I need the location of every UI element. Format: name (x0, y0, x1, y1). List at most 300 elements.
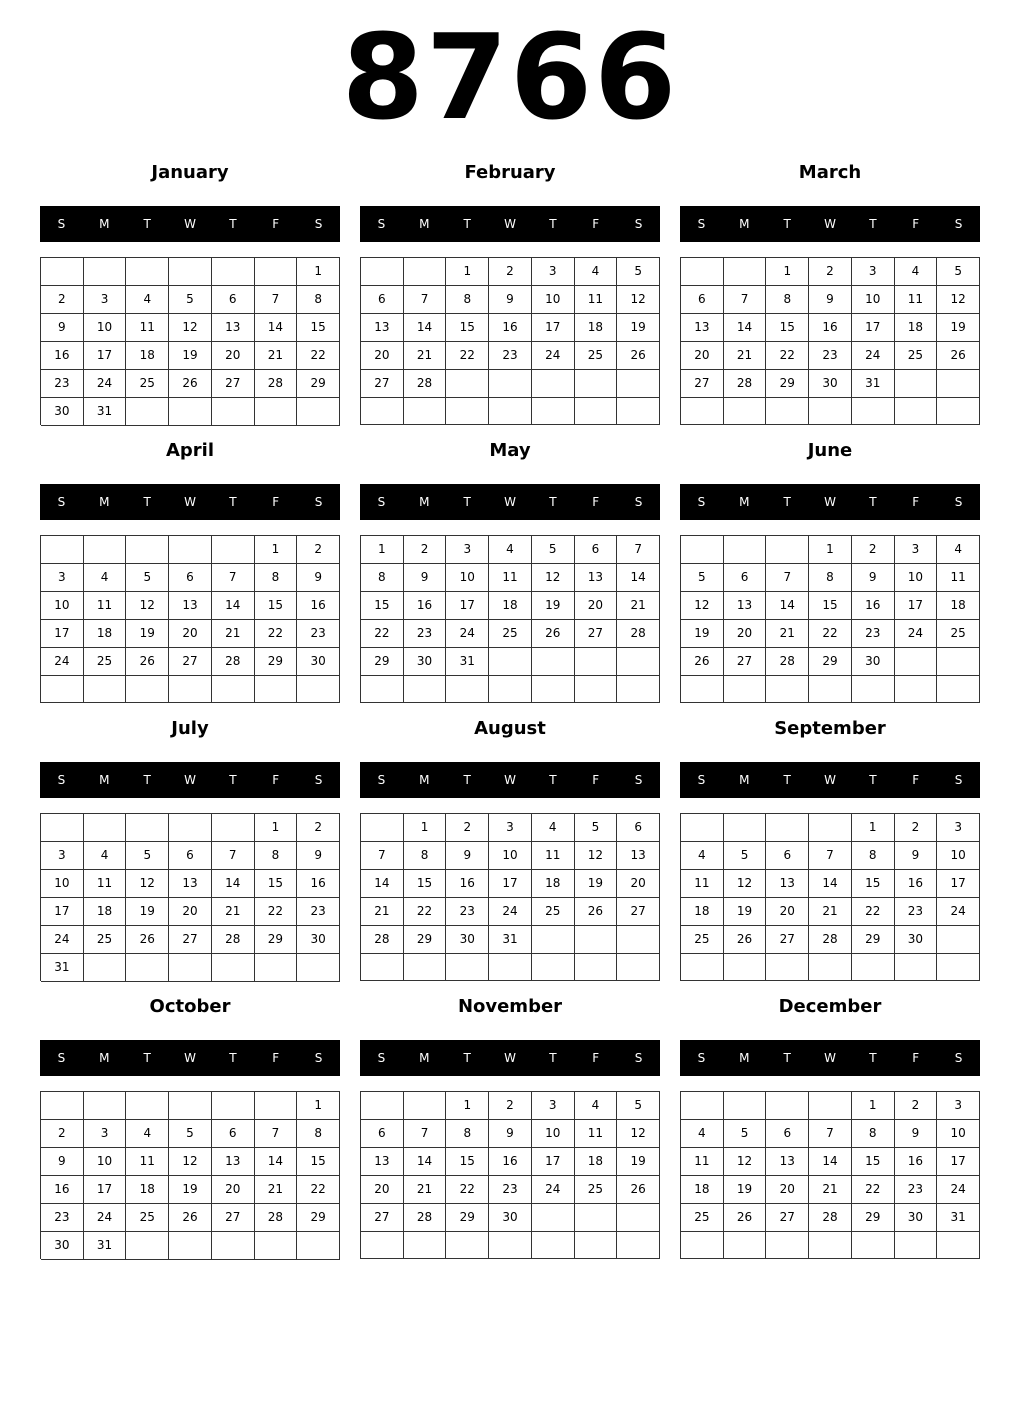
day-grid (680, 1091, 980, 1259)
day-cell: 1 (297, 258, 340, 286)
day-cell: 4 (895, 258, 938, 286)
day-cell: 1 (766, 258, 809, 286)
weekday-label: S (314, 495, 323, 509)
empty-cell (681, 258, 724, 286)
empty-cell (937, 954, 980, 981)
day-cell: 17 (532, 314, 575, 342)
day-cell: 21 (766, 620, 809, 648)
empty-cell (575, 648, 618, 676)
day-cell: 23 (297, 898, 340, 926)
weekday-label: T (229, 495, 237, 509)
day-cell: 14 (766, 592, 809, 620)
day-cell: 18 (126, 1176, 169, 1204)
weekday-label: S (377, 1051, 386, 1065)
day-cell: 6 (766, 1120, 809, 1148)
day-cell: 20 (169, 898, 212, 926)
empty-cell (895, 648, 938, 676)
day-cell: 27 (766, 926, 809, 954)
month-march (680, 160, 980, 426)
day-cell: 9 (297, 842, 340, 870)
day-cell: 24 (895, 620, 938, 648)
day-cell: 16 (895, 1148, 938, 1176)
empty-cell (575, 1204, 618, 1232)
empty-cell (446, 676, 489, 703)
day-cell: 26 (937, 342, 980, 370)
day-cell: 17 (852, 314, 895, 342)
day-cell: 3 (489, 814, 532, 842)
weekday-label: S (634, 217, 643, 231)
weekday-label: S (954, 495, 963, 509)
weekday-label: T (869, 495, 877, 509)
day-cell: 8 (361, 564, 404, 592)
day-cell: 9 (489, 1120, 532, 1148)
day-cell: 23 (446, 898, 489, 926)
day-cell: 15 (297, 1148, 340, 1176)
empty-cell (766, 676, 809, 703)
day-cell: 4 (489, 536, 532, 564)
month-may (360, 438, 660, 704)
day-cell: 28 (255, 1204, 298, 1232)
weekday-label: S (377, 773, 386, 787)
weekday-label: S (634, 1051, 643, 1065)
day-cell: 30 (809, 370, 852, 398)
day-cell: 5 (169, 286, 212, 314)
empty-cell (297, 954, 340, 982)
empty-cell (361, 814, 404, 842)
day-cell: 8 (766, 286, 809, 314)
weekday-header (360, 762, 660, 798)
day-cell: 10 (84, 314, 127, 342)
empty-cell (404, 398, 447, 425)
day-cell: 1 (255, 536, 298, 564)
day-cell: 5 (724, 842, 767, 870)
empty-cell (84, 954, 127, 982)
day-cell: 26 (617, 1176, 660, 1204)
day-grid (360, 257, 660, 425)
day-cell: 2 (489, 258, 532, 286)
day-cell: 13 (212, 314, 255, 342)
day-cell: 1 (361, 536, 404, 564)
day-cell: 22 (446, 342, 489, 370)
day-cell: 2 (41, 1120, 84, 1148)
empty-cell (489, 398, 532, 425)
empty-cell (937, 648, 980, 676)
day-cell: 6 (169, 564, 212, 592)
weekday-label: W (504, 1051, 516, 1065)
day-cell: 23 (852, 620, 895, 648)
weekday-label: W (824, 495, 836, 509)
day-cell: 13 (361, 314, 404, 342)
empty-cell (212, 536, 255, 564)
empty-cell (766, 536, 809, 564)
day-cell: 19 (937, 314, 980, 342)
day-cell: 22 (766, 342, 809, 370)
day-cell: 26 (126, 926, 169, 954)
day-cell: 9 (852, 564, 895, 592)
weekday-label: S (954, 217, 963, 231)
weekday-label: S (697, 495, 706, 509)
empty-cell (41, 676, 84, 703)
day-cell: 18 (681, 898, 724, 926)
day-cell: 27 (361, 370, 404, 398)
day-cell: 4 (84, 564, 127, 592)
empty-cell (126, 676, 169, 703)
day-cell: 10 (895, 564, 938, 592)
month-november (360, 994, 660, 1260)
day-cell: 9 (895, 1120, 938, 1148)
day-cell: 10 (41, 592, 84, 620)
empty-cell (809, 398, 852, 425)
day-cell: 3 (532, 1092, 575, 1120)
day-cell: 29 (255, 926, 298, 954)
day-cell: 24 (532, 1176, 575, 1204)
day-cell: 18 (532, 870, 575, 898)
empty-cell (169, 954, 212, 982)
day-cell: 5 (937, 258, 980, 286)
empty-cell (575, 926, 618, 954)
empty-cell (41, 1092, 84, 1120)
day-cell: 31 (937, 1204, 980, 1232)
day-cell: 28 (766, 648, 809, 676)
weekday-label: M (419, 1051, 430, 1065)
empty-cell (852, 676, 895, 703)
day-cell: 3 (852, 258, 895, 286)
empty-cell (126, 954, 169, 982)
empty-cell (532, 1204, 575, 1232)
empty-cell (361, 1092, 404, 1120)
day-cell: 12 (126, 592, 169, 620)
empty-cell (809, 1232, 852, 1259)
empty-cell (41, 814, 84, 842)
day-cell: 10 (84, 1148, 127, 1176)
day-cell: 19 (126, 898, 169, 926)
day-cell: 19 (532, 592, 575, 620)
day-cell: 2 (41, 286, 84, 314)
weekday-label: M (419, 495, 430, 509)
day-cell: 5 (532, 536, 575, 564)
empty-cell (297, 398, 340, 426)
day-cell: 7 (404, 1120, 447, 1148)
empty-cell (681, 676, 724, 703)
weekday-label: S (314, 1051, 323, 1065)
day-cell: 20 (575, 592, 618, 620)
day-cell: 22 (297, 342, 340, 370)
day-cell: 29 (446, 1204, 489, 1232)
day-cell: 29 (809, 648, 852, 676)
weekday-header (360, 206, 660, 242)
day-cell: 19 (724, 898, 767, 926)
empty-cell (361, 258, 404, 286)
day-cell: 2 (489, 1092, 532, 1120)
weekday-header (680, 484, 980, 520)
empty-cell (724, 1232, 767, 1259)
weekday-label: T (229, 1051, 237, 1065)
empty-cell (126, 1232, 169, 1260)
day-cell: 18 (126, 342, 169, 370)
day-cell: 30 (895, 926, 938, 954)
empty-cell (937, 1232, 980, 1259)
day-cell: 6 (361, 286, 404, 314)
empty-cell (724, 258, 767, 286)
day-cell: 13 (361, 1148, 404, 1176)
empty-cell (126, 398, 169, 426)
day-cell: 30 (41, 398, 84, 426)
day-cell: 9 (446, 842, 489, 870)
day-cell: 9 (404, 564, 447, 592)
day-cell: 19 (617, 1148, 660, 1176)
weekday-label: T (869, 773, 877, 787)
day-cell: 22 (255, 898, 298, 926)
day-cell: 3 (41, 564, 84, 592)
day-cell: 18 (84, 898, 127, 926)
day-cell: 16 (41, 1176, 84, 1204)
day-cell: 18 (84, 620, 127, 648)
day-cell: 21 (809, 898, 852, 926)
weekday-label: T (549, 495, 557, 509)
day-cell: 17 (895, 592, 938, 620)
day-cell: 25 (681, 926, 724, 954)
day-cell: 18 (937, 592, 980, 620)
day-cell: 14 (809, 870, 852, 898)
day-cell: 10 (532, 1120, 575, 1148)
day-cell: 5 (169, 1120, 212, 1148)
empty-cell (404, 1092, 447, 1120)
day-cell: 11 (126, 1148, 169, 1176)
empty-cell (212, 398, 255, 426)
day-cell: 11 (532, 842, 575, 870)
day-cell: 11 (681, 1148, 724, 1176)
day-cell: 9 (41, 1148, 84, 1176)
weekday-label: S (697, 1051, 706, 1065)
day-cell: 17 (84, 1176, 127, 1204)
weekday-header (680, 762, 980, 798)
empty-cell (532, 398, 575, 425)
day-cell: 4 (937, 536, 980, 564)
day-cell: 26 (575, 898, 618, 926)
empty-cell (489, 370, 532, 398)
day-cell: 11 (84, 870, 127, 898)
weekday-label: T (143, 217, 151, 231)
day-cell: 21 (404, 342, 447, 370)
month-name: November (457, 996, 563, 1017)
day-cell: 29 (361, 648, 404, 676)
empty-cell (681, 814, 724, 842)
empty-cell (617, 954, 660, 981)
day-cell: 9 (297, 564, 340, 592)
empty-cell (169, 814, 212, 842)
day-cell: 1 (297, 1092, 340, 1120)
weekday-label: F (272, 495, 280, 509)
day-cell: 4 (84, 842, 127, 870)
empty-cell (681, 1092, 724, 1120)
empty-cell (126, 536, 169, 564)
empty-cell (809, 954, 852, 981)
day-cell: 6 (361, 1120, 404, 1148)
day-cell: 3 (84, 1120, 127, 1148)
weekday-label: M (419, 217, 430, 231)
day-cell: 31 (489, 926, 532, 954)
day-cell: 26 (169, 1204, 212, 1232)
day-cell: 3 (895, 536, 938, 564)
day-cell: 28 (404, 370, 447, 398)
day-cell: 14 (404, 1148, 447, 1176)
day-cell: 18 (489, 592, 532, 620)
day-cell: 11 (489, 564, 532, 592)
day-cell: 9 (809, 286, 852, 314)
weekday-label: W (504, 217, 516, 231)
weekday-label: F (912, 495, 920, 509)
day-cell: 27 (212, 1204, 255, 1232)
empty-cell (724, 536, 767, 564)
day-cell: 6 (212, 1120, 255, 1148)
empty-cell (617, 1232, 660, 1259)
day-cell: 28 (361, 926, 404, 954)
day-cell: 24 (84, 1204, 127, 1232)
empty-cell (255, 258, 298, 286)
empty-cell (255, 1232, 298, 1260)
day-cell: 3 (937, 814, 980, 842)
day-cell: 18 (575, 1148, 618, 1176)
weekday-label: F (592, 773, 600, 787)
weekday-label: T (783, 1051, 791, 1065)
empty-cell (361, 676, 404, 703)
day-cell: 8 (446, 1120, 489, 1148)
day-cell: 25 (681, 1204, 724, 1232)
empty-cell (126, 258, 169, 286)
day-cell: 12 (617, 286, 660, 314)
empty-cell (446, 1232, 489, 1259)
day-cell: 25 (575, 342, 618, 370)
day-cell: 26 (169, 370, 212, 398)
day-cell: 24 (937, 1176, 980, 1204)
weekday-label: F (272, 1051, 280, 1065)
day-cell: 2 (297, 536, 340, 564)
day-cell: 19 (681, 620, 724, 648)
day-cell: 15 (255, 592, 298, 620)
day-cell: 8 (446, 286, 489, 314)
day-cell: 13 (575, 564, 618, 592)
day-cell: 27 (724, 648, 767, 676)
weekday-label: T (143, 1051, 151, 1065)
day-cell: 18 (681, 1176, 724, 1204)
empty-cell (766, 954, 809, 981)
day-cell: 14 (617, 564, 660, 592)
empty-cell (212, 1092, 255, 1120)
day-cell: 14 (404, 314, 447, 342)
empty-cell (169, 1232, 212, 1260)
day-cell: 10 (937, 842, 980, 870)
day-grid (40, 535, 340, 703)
day-cell: 15 (446, 1148, 489, 1176)
month-name: May (489, 440, 531, 461)
weekday-label: T (783, 495, 791, 509)
empty-cell (169, 258, 212, 286)
month-name: October (149, 996, 231, 1017)
empty-cell (532, 648, 575, 676)
day-cell: 21 (255, 342, 298, 370)
weekday-label: W (824, 773, 836, 787)
day-cell: 12 (617, 1120, 660, 1148)
year-title: 8766 (341, 8, 679, 146)
weekday-label: T (549, 1051, 557, 1065)
empty-cell (255, 398, 298, 426)
day-cell: 20 (361, 342, 404, 370)
day-cell: 20 (724, 620, 767, 648)
day-cell: 16 (446, 870, 489, 898)
day-cell: 16 (297, 592, 340, 620)
day-cell: 9 (489, 286, 532, 314)
weekday-label: W (504, 773, 516, 787)
month-june (680, 438, 980, 704)
day-cell: 22 (852, 1176, 895, 1204)
day-cell: 2 (404, 536, 447, 564)
day-cell: 21 (404, 1176, 447, 1204)
day-cell: 28 (809, 1204, 852, 1232)
day-cell: 21 (361, 898, 404, 926)
weekday-label: M (99, 1051, 110, 1065)
day-cell: 1 (446, 258, 489, 286)
empty-cell (489, 676, 532, 703)
month-september (680, 716, 980, 982)
weekday-label: M (99, 217, 110, 231)
day-cell: 20 (212, 1176, 255, 1204)
weekday-label: M (739, 217, 750, 231)
empty-cell (404, 954, 447, 981)
weekday-label: M (419, 773, 430, 787)
day-cell: 14 (255, 314, 298, 342)
day-cell: 30 (297, 926, 340, 954)
weekday-label: M (99, 495, 110, 509)
empty-cell (937, 398, 980, 425)
day-cell: 24 (41, 926, 84, 954)
weekday-header (360, 1040, 660, 1076)
day-cell: 24 (532, 342, 575, 370)
day-cell: 5 (126, 842, 169, 870)
empty-cell (532, 954, 575, 981)
day-grid (680, 813, 980, 981)
day-cell: 22 (255, 620, 298, 648)
weekday-label: F (592, 495, 600, 509)
empty-cell (895, 370, 938, 398)
month-name: September (774, 718, 886, 739)
day-grid (360, 813, 660, 981)
day-cell: 19 (169, 1176, 212, 1204)
empty-cell (937, 676, 980, 703)
empty-cell (126, 814, 169, 842)
month-name: March (798, 162, 862, 183)
month-name: December (778, 996, 882, 1017)
day-cell: 10 (852, 286, 895, 314)
day-cell: 1 (404, 814, 447, 842)
weekday-label: W (184, 1051, 196, 1065)
weekday-label: F (272, 217, 280, 231)
day-cell: 8 (852, 842, 895, 870)
day-cell: 29 (297, 1204, 340, 1232)
day-cell: 16 (297, 870, 340, 898)
weekday-label: M (99, 773, 110, 787)
weekday-label: W (824, 1051, 836, 1065)
weekday-label: S (954, 1051, 963, 1065)
day-cell: 31 (41, 954, 84, 982)
day-cell: 23 (41, 370, 84, 398)
empty-cell (617, 370, 660, 398)
empty-cell (809, 1092, 852, 1120)
month-october (40, 994, 340, 1260)
day-cell: 19 (617, 314, 660, 342)
empty-cell (212, 814, 255, 842)
day-cell: 13 (169, 870, 212, 898)
empty-cell (681, 954, 724, 981)
